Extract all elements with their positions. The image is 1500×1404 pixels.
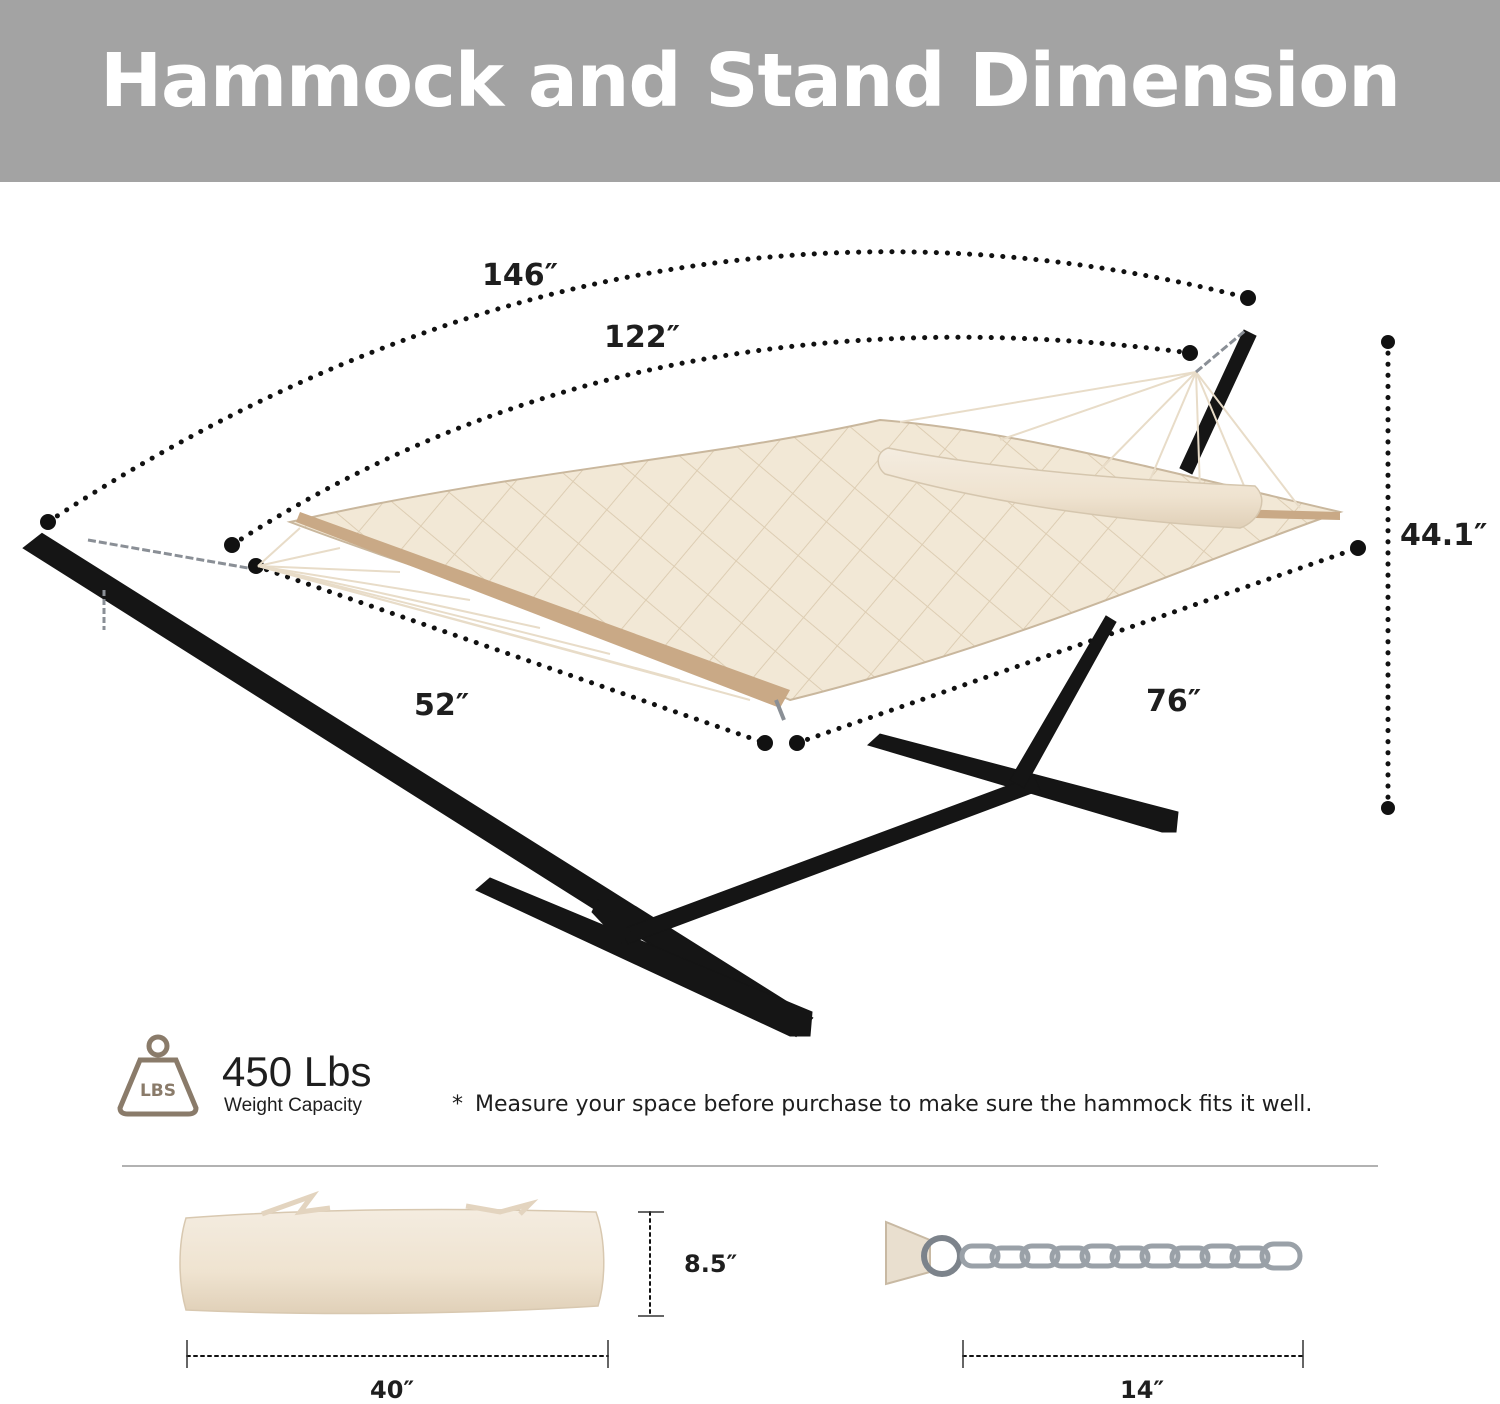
hammock-stand	[24, 330, 1256, 1036]
overall-length-label: 146″	[482, 258, 559, 293]
pillow-height-label: 8.5″	[684, 1250, 738, 1278]
page-title: Hammock and Stand Dimension	[100, 38, 1400, 124]
weight-capacity-icon	[120, 1037, 196, 1114]
pillow-width-label: 40″	[370, 1376, 415, 1404]
chain-length-label: 14″	[1120, 1376, 1165, 1404]
weight-capacity-value: 450 Lbs	[222, 1048, 372, 1095]
chain-accessory	[886, 1222, 1300, 1284]
dimension-lines	[48, 252, 1388, 1356]
bed-length-label: 76″	[1146, 684, 1202, 719]
note-asterisk: *	[452, 1092, 463, 1117]
lbs-icon-text: LBS	[139, 1081, 177, 1101]
note-text: Measure your space before purchase to make sure the hammock fits it well.	[475, 1092, 1313, 1117]
measurement-note	[452, 1092, 1312, 1117]
weight-capacity-label: Weight Capacity	[224, 1095, 362, 1116]
bed-width-label: 52″	[414, 688, 470, 723]
hammock-length-label: 122″	[604, 320, 681, 355]
hammock-bed	[258, 372, 1340, 708]
height-label: 44.1″	[1400, 518, 1488, 553]
pillow-accessory	[180, 1196, 604, 1313]
